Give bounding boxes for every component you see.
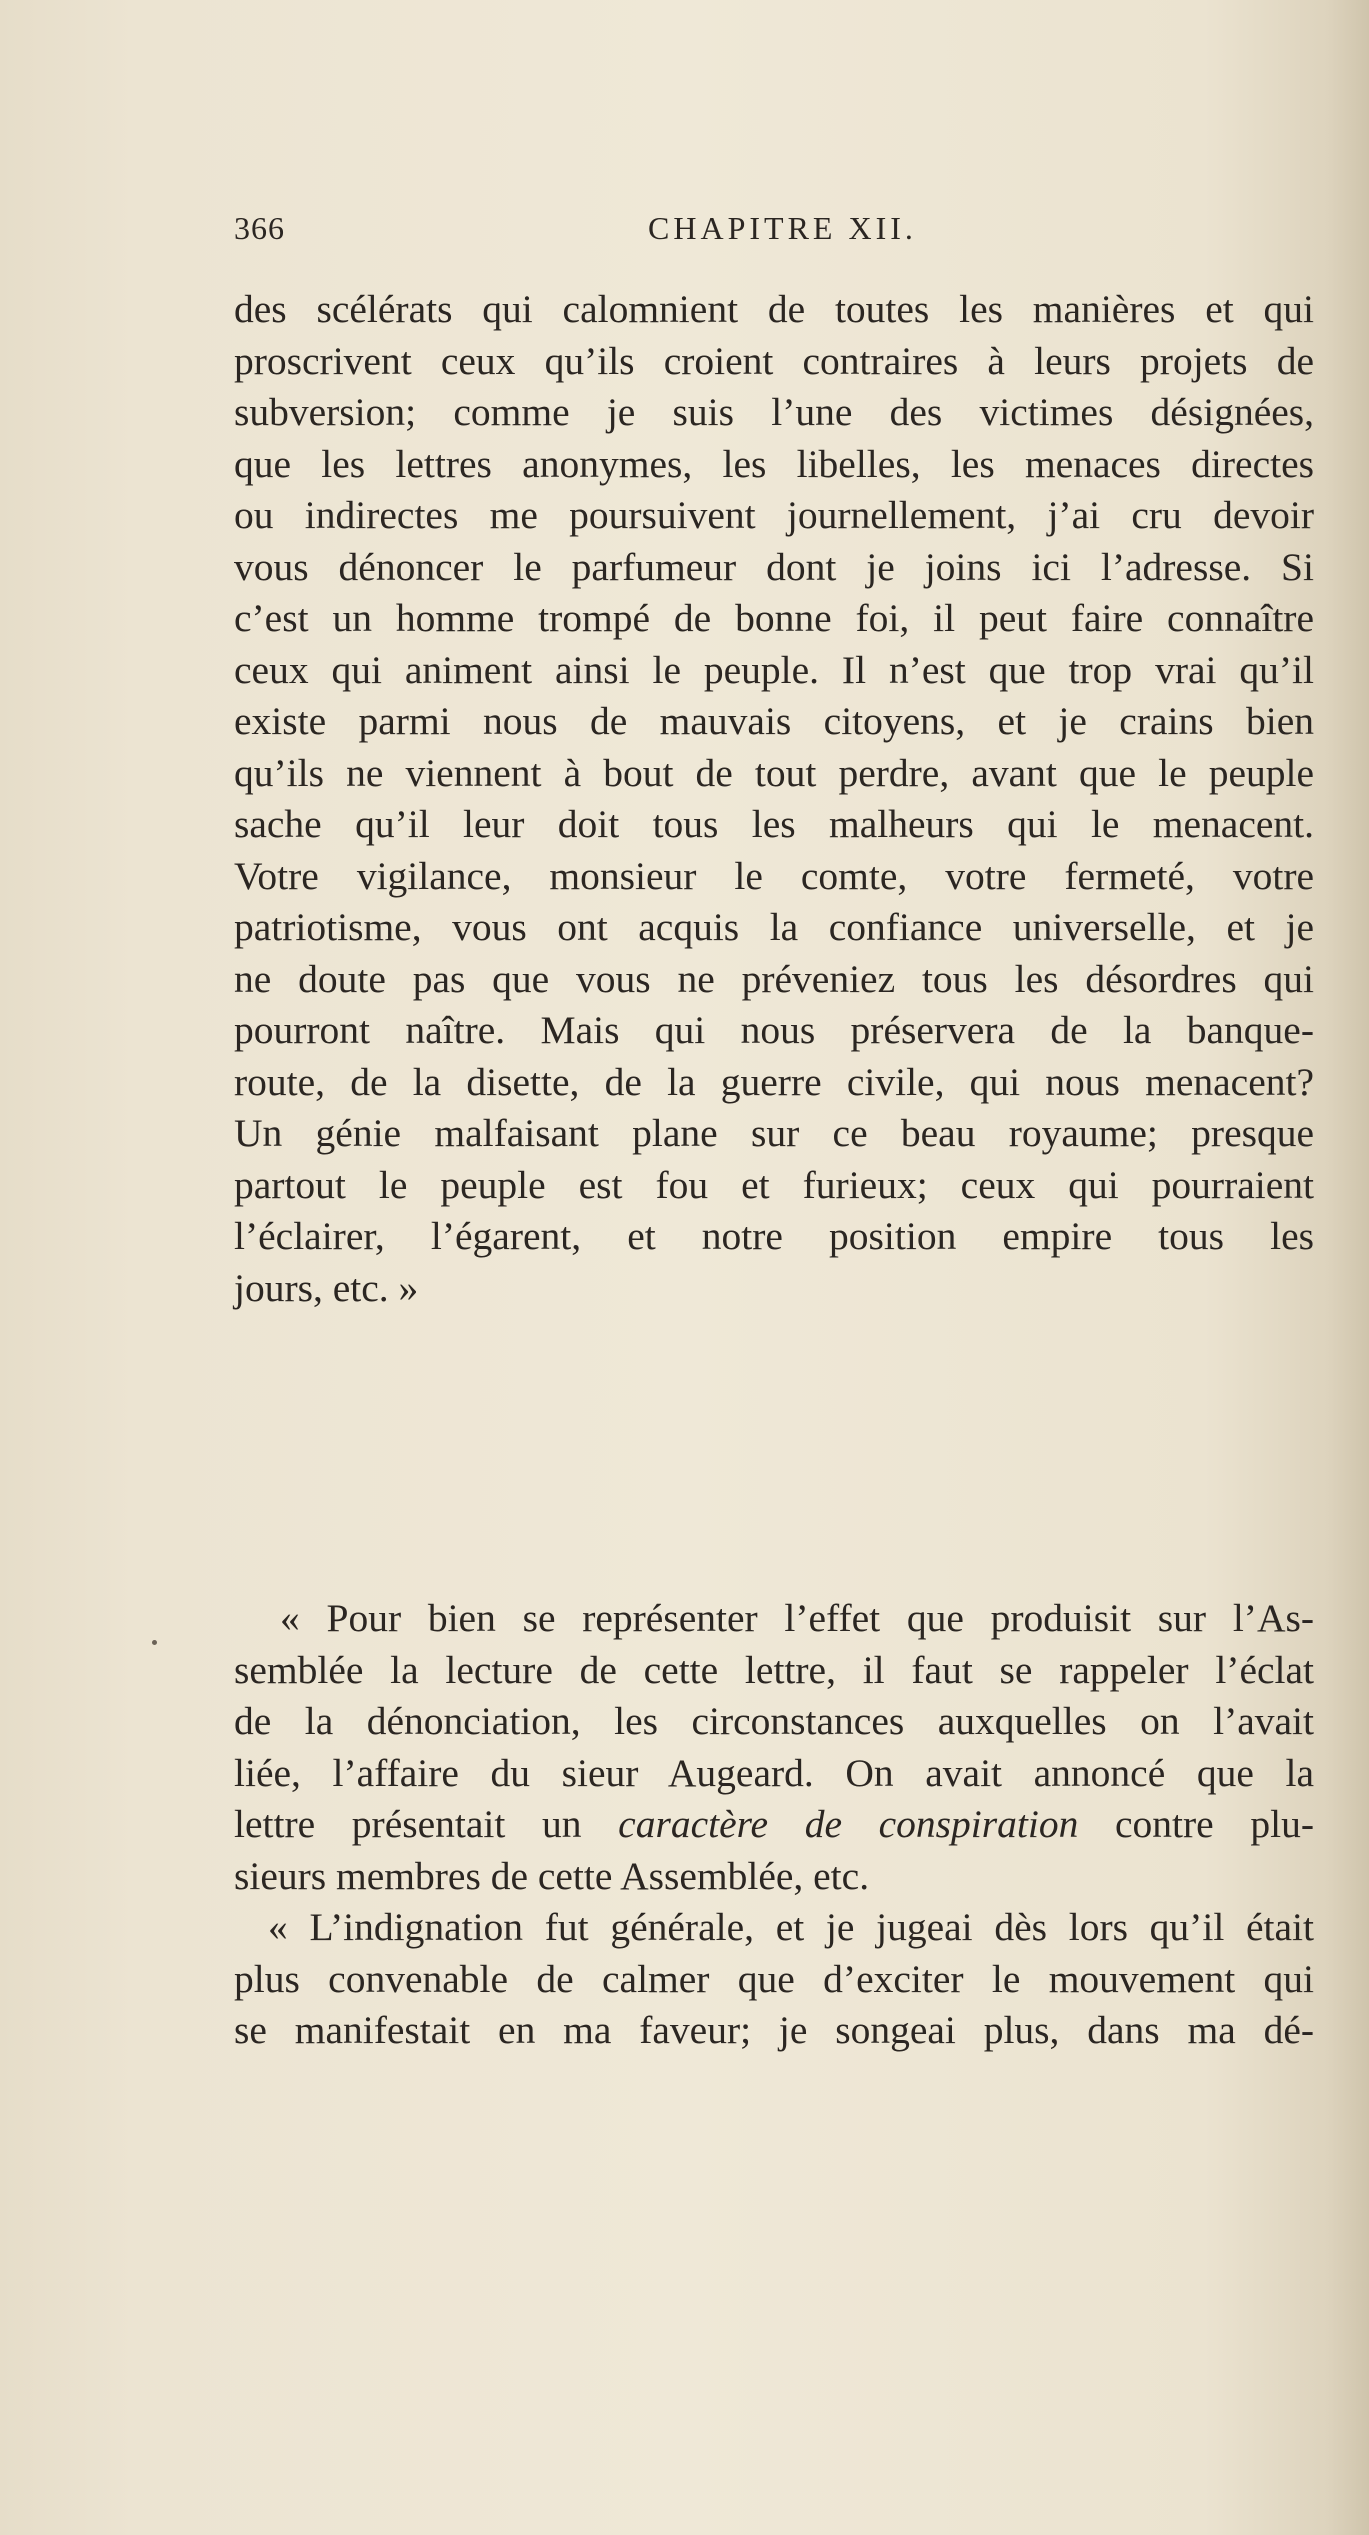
page-number: 366 [234,210,285,246]
text-line: Un génie malfaisant plane sur ce beau royaume; presque [234,1111,1314,1155]
text-line: existe parmi nous de mauvais citoyens, et je crains bien [234,699,1314,743]
text-line: sieurs membres de cette Assemblée, etc. [234,1853,870,1898]
text-line: « Pour bien se représenter l’effet que produisit sur l’As- [280,1596,1314,1640]
text-line: semblée la lecture de cette lettre, il faut se rappeler l’éclat [234,1647,1314,1692]
text-segment: lettre présentait un [234,1802,619,1846]
chapter-title: CHAPITRE XII. [648,210,917,246]
narrative-paragraphs [234,1593,1314,2057]
text-line: vous dénoncer le parfumeur dont je joins ici l’adresse. Si [234,544,1314,589]
text-line: se manifestait en ma faveur; je songeai plus, dans ma dé- [234,2008,1314,2052]
running-head [234,210,1314,254]
text-segment: contre plu- [1078,1802,1314,1846]
text-line: patriotisme, vous ont acquis la confiance universelle, et je [234,905,1314,949]
text-line: Votre vigilance, monsieur le comte, votre fermeté, votre [234,853,1314,898]
margin-dot [152,1640,157,1645]
text-line: subversion; comme je suis l’une des victimes désignées, [234,390,1314,434]
text-line: liée, l’affaire du sieur Augeard. On avait annoncé que la [234,1750,1314,1795]
text-line: pourront naître. Mais qui nous préservera de la banque- [234,1008,1314,1052]
text-line: ne doute pas que vous ne préveniez tous les désordres qui [234,956,1314,1001]
text-line: l’éclairer, l’égarent, et notre position empire tous les [234,1214,1314,1258]
italic-phrase: caractère de conspiration [618,1802,1079,1846]
text-line: c’est un homme trompé de bonne foi, il peut faire connaître [234,596,1314,640]
text-line: « L’indignation fut générale, et je jugeai dès lors qu’il était [268,1905,1314,1949]
text-line: des scélérats qui calomnient de toutes les manières et qui [234,287,1314,331]
letter-paragraph [234,284,1314,1314]
text-line-with-italic [234,1799,1314,1851]
text-line: plus convenable de calmer que d’exciter le mouvement qui [234,1956,1314,2001]
text-line: ou indirectes me poursuivent journellement, j’ai cru devoir [234,493,1314,537]
text-line: de la dénonciation, les circonstances auxquelles on l’avait [234,1699,1314,1743]
text-line: route, de la disette, de la guerre civile, qui nous menacent? [234,1059,1314,1104]
text-line: ceux qui animent ainsi le peuple. Il n’est que trop vrai qu’il [234,647,1314,692]
text-line: que les lettres anonymes, les libelles, les menaces directes [234,441,1314,486]
text-line: qu’ils ne viennent à bout de tout perdre, avant que le peuple [234,750,1314,795]
text-line: proscrivent ceux qu’ils croient contraires à leurs projets de [234,338,1314,383]
text-line: jours, etc. » [234,1265,419,1310]
text-line: sache qu’il leur doit tous les malheurs qui le menacent. [234,802,1314,846]
text-line: partout le peuple est fou et furieux; ceux qui pourraient [234,1162,1314,1207]
